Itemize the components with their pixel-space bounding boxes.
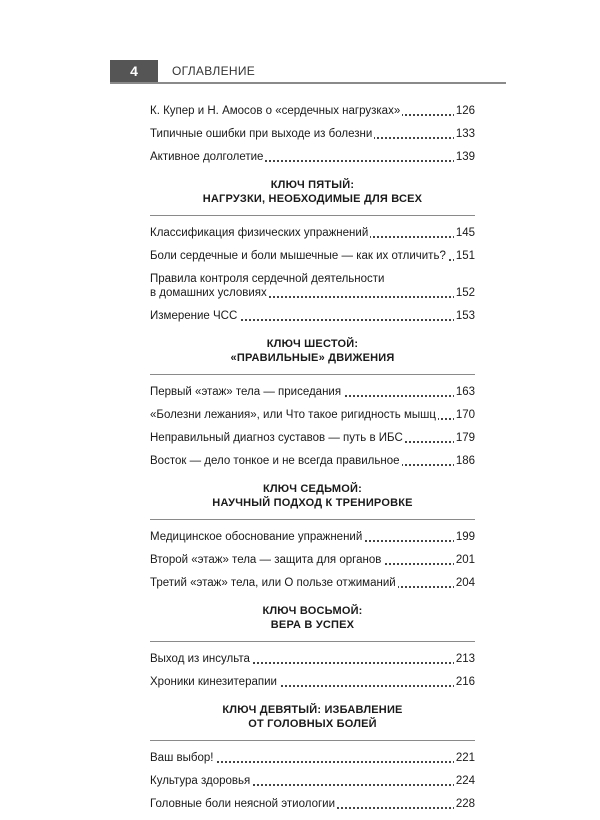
section-heading-line2: «ПРАВИЛЬНЫЕ» ДВИЖЕНИЯ — [230, 352, 395, 364]
toc-entry-title: Головные боли неясной этиологии — [150, 798, 336, 810]
toc-entry-page: 139 — [455, 151, 475, 163]
section-heading-line2: ОТ ГОЛОВНЫХ БОЛЕЙ — [248, 718, 377, 730]
toc-entry[interactable] — [150, 652, 475, 666]
toc-entry-page: 126 — [455, 105, 475, 117]
toc-entry-page: 228 — [455, 798, 475, 810]
section-heading-line2: НАУЧНЫЙ ПОДХОД К ТРЕНИРОВКЕ — [212, 497, 413, 509]
toc-entry[interactable] — [150, 431, 475, 445]
toc-entry-title: Классификация физических упражнений — [150, 227, 369, 239]
toc-entry-title: Выход из инсульта — [150, 653, 250, 665]
toc-entry[interactable] — [150, 309, 475, 323]
toc-entry[interactable] — [150, 272, 475, 300]
toc-entry-page: 213 — [455, 653, 475, 665]
section-heading-9 — [150, 703, 475, 731]
table-of-contents — [150, 104, 475, 820]
toc-entry-title: в домашних условиях — [150, 287, 267, 299]
toc-entry[interactable] — [150, 150, 475, 164]
toc-entry[interactable] — [150, 226, 475, 240]
toc-entry-title: Культура здоровья — [150, 775, 251, 787]
section-heading-line1: КЛЮЧ ДЕВЯТЫЙ: ИЗБАВЛЕНИЕ — [222, 704, 403, 716]
toc-entry-title: Восток — дело тонкое и не всегда правильное — [150, 455, 400, 467]
toc-entry-title: Активное долголетие — [150, 151, 264, 163]
section-divider — [150, 374, 475, 375]
toc-entry[interactable] — [150, 104, 475, 118]
running-header — [110, 60, 506, 84]
toc-entry[interactable] — [150, 675, 475, 689]
toc-entry-page: 163 — [455, 386, 475, 398]
toc-entry-title: Боли сердечные и боли мышечные — как их отличить? — [150, 250, 446, 262]
toc-entry[interactable] — [150, 774, 475, 788]
toc-entry-page: 151 — [455, 250, 475, 262]
toc-entry-page: 221 — [455, 752, 475, 764]
toc-entry-page: 152 — [455, 287, 475, 299]
section-divider — [150, 641, 475, 642]
toc-entry[interactable] — [150, 553, 475, 567]
toc-entry[interactable] — [150, 408, 475, 422]
toc-entry[interactable] — [150, 751, 475, 765]
toc-entry[interactable] — [150, 797, 475, 811]
toc-entry-title: Измерение ЧСС — [150, 310, 238, 322]
toc-entry-page: 216 — [455, 676, 475, 688]
toc-entry-page: 199 — [455, 531, 475, 543]
toc-entry-title: Типичные ошибки при выходе из болезни — [150, 128, 373, 140]
toc-entry-title: Первый «этаж» тела — приседания — [150, 386, 342, 398]
section-heading-8 — [150, 604, 475, 632]
toc-entry-title: Второй «этаж» тела — защита для органов — [150, 554, 382, 566]
toc-entry-page: 133 — [455, 128, 475, 140]
section-heading-line1: КЛЮЧ ПЯТЫЙ: — [270, 179, 355, 191]
toc-entry-title: Третий «этаж» тела, или О пользе отжиманий — [150, 577, 396, 589]
toc-entry-title-line1: Правила контроля сердечной деятельности — [150, 273, 385, 285]
toc-entry[interactable] — [150, 127, 475, 141]
section-heading-line2: ВЕРА В УСПЕХ — [270, 619, 355, 631]
section-divider — [150, 215, 475, 216]
section-heading-line1: КЛЮЧ СЕДЬМОЙ: — [262, 483, 363, 495]
toc-entry[interactable] — [150, 249, 475, 263]
section-heading-6 — [150, 337, 475, 365]
toc-entry[interactable] — [150, 530, 475, 544]
toc-entry-title: Хроники кинезитерапии — [150, 676, 277, 688]
section-heading-line2: НАГРУЗКИ, НЕОБХОДИМЫЕ ДЛЯ ВСЕХ — [202, 193, 423, 205]
toc-entry-page: 145 — [455, 227, 475, 239]
running-title: ОГЛАВЛЕНИЕ — [172, 64, 256, 78]
toc-entry-page: 204 — [455, 577, 475, 589]
section-heading-line1: КЛЮЧ ВОСЬМОЙ: — [262, 605, 363, 617]
toc-entry-title: Медицинское обоснование упражнений — [150, 531, 363, 543]
section-heading-line1: КЛЮЧ ШЕСТОЙ: — [266, 338, 359, 350]
toc-entry-title: Неправильный диагноз суставов — путь в ИБС — [150, 432, 403, 444]
toc-entry-page: 170 — [455, 409, 475, 421]
section-heading-5 — [150, 178, 475, 206]
toc-entry[interactable] — [150, 576, 475, 590]
toc-entry-title: «Болезни лежания», или Что такое ригидность мышц — [150, 409, 436, 421]
toc-entry-page: 201 — [455, 554, 475, 566]
toc-entry-title: К. Купер и Н. Амосов о «сердечных нагрузках» — [150, 105, 401, 117]
toc-entry-page: 186 — [455, 455, 475, 467]
section-heading-7 — [150, 482, 475, 510]
page-number: 4 — [110, 60, 158, 82]
toc-entry-page: 153 — [455, 310, 475, 322]
toc-entry-page: 224 — [455, 775, 475, 787]
toc-entry-page: 179 — [455, 432, 475, 444]
toc-entry[interactable] — [150, 385, 475, 399]
toc-entry[interactable] — [150, 454, 475, 468]
section-divider — [150, 740, 475, 741]
toc-entry-title: Ваш выбор! — [150, 752, 214, 764]
section-divider — [150, 519, 475, 520]
